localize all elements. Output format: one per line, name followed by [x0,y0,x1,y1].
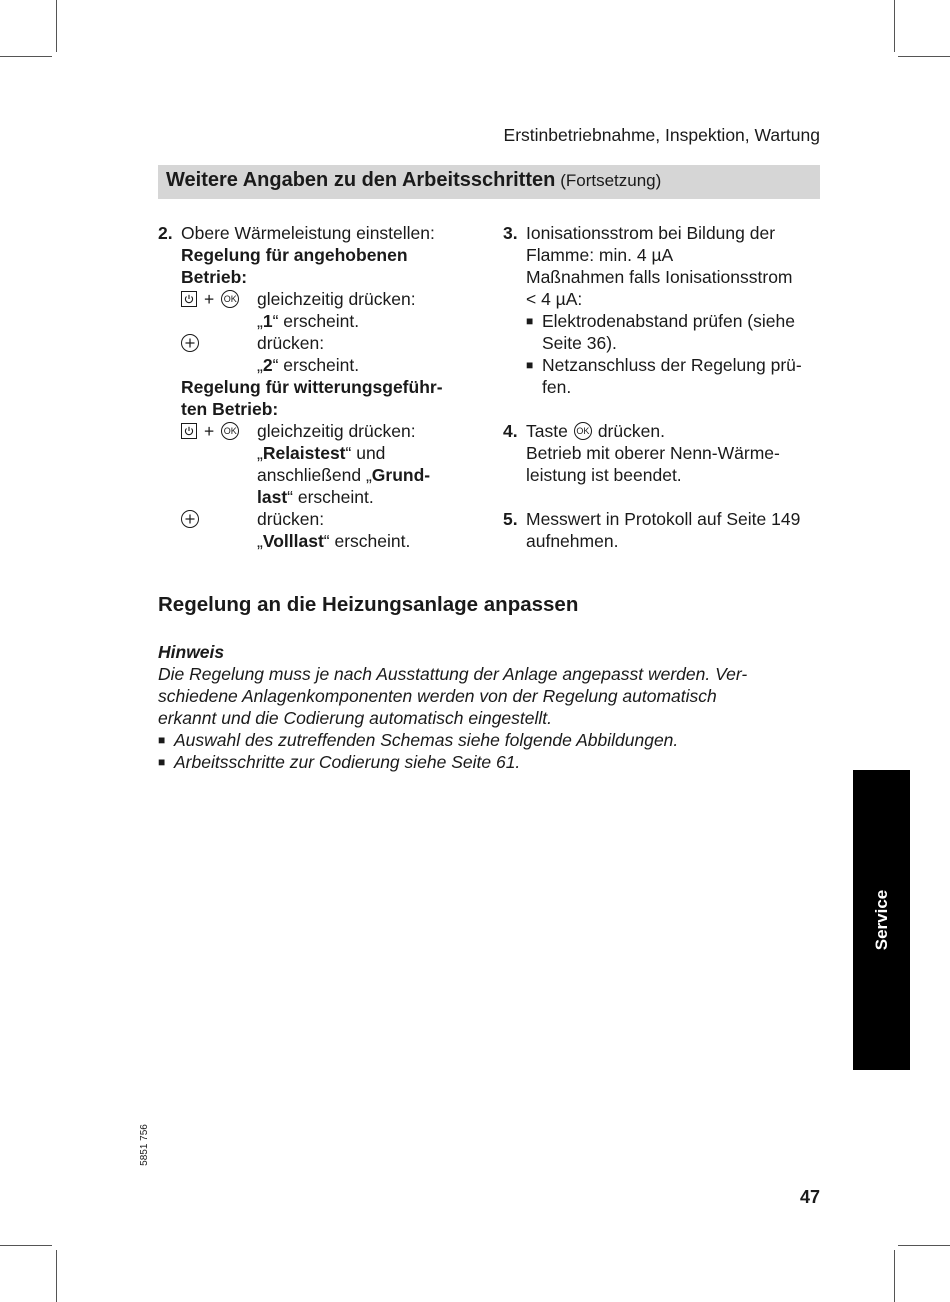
step-4 [503,420,823,486]
display-value: Volllast [262,531,324,551]
instruction-row [181,508,468,552]
crop-mark [56,1250,57,1302]
instruction-text [257,420,468,508]
subheading: Betrieb: [181,267,248,287]
subsection-heading: Regelung an die Heizungsanlage anpassen [158,593,579,616]
instruction-line: gleichzeitig drücken: [257,421,416,441]
step-number: 3. [503,223,518,243]
note-bullet-text: Auswahl des zutreffenden Schemas siehe folgende Abbildungen. [174,730,679,750]
instruction-tail: “ erscheint. [272,355,360,375]
quote: „ [257,311,263,331]
crop-mark [898,56,950,57]
instruction-row [181,332,468,376]
plus-key-icon [181,334,199,352]
display-value: last [257,487,288,507]
note-bullet [158,729,798,751]
chapter-tab-label: Service [871,889,891,951]
bullet-square-icon: ■ [526,314,534,328]
step-line: leistung ist beendet. [526,465,682,485]
step-line: Maßnahmen falls Ionisationsstrom [526,267,793,287]
key-combo [181,332,257,354]
crop-mark [894,1250,895,1302]
subheading: ten Betrieb: [181,399,279,419]
instruction-text [257,288,468,332]
step-number: 4. [503,421,518,441]
display-value: Grund- [371,465,431,485]
bullet-item [526,310,823,354]
step-line: Betrieb mit oberer Nenn-Wärme- [526,443,780,463]
note-block [158,641,798,773]
crop-mark [0,56,52,57]
section-title-bar [158,165,820,199]
step-line: aufnehmen. [526,531,619,551]
note-line: erkannt und die Codierung automatisch eingestellt. [158,708,552,728]
note-title: Hinweis [158,642,225,662]
instruction-line [257,464,468,486]
instruction-text-part: anschließend „ [257,465,372,485]
instruction-line: drücken: [257,509,325,529]
subheading: Regelung für witterungsgeführ- [181,377,443,397]
instruction-line [257,354,468,376]
note-bullet [158,751,798,773]
step-body [526,222,823,398]
crop-mark [898,1245,950,1246]
step-body [526,508,823,552]
step-text: Taste [526,421,568,441]
key-combo [181,508,257,530]
chapter-tab [853,770,910,1070]
instruction-line [257,530,468,552]
instruction-tail: “ erscheint. [323,531,411,551]
step-line: Ionisationsstrom bei Bildung der [526,223,776,243]
step-body [526,420,823,486]
note-bullet-text: Arbeitsschritte zur Codierung siehe Seite 61. [174,752,521,772]
step-intro: Obere Wärmeleistung einstellen: [181,223,435,243]
plus-text: + [204,289,215,309]
bullet-square-icon: ■ [526,358,534,372]
instruction-line [257,442,468,464]
display-value: 2 [262,355,273,375]
document-number: 5851 756 [139,1124,150,1166]
right-column [503,222,823,574]
step-line: Flamme: min. 4 µA [526,245,674,265]
section-continuation: (Fortsetzung) [560,171,662,190]
plus-key-icon [181,510,199,528]
step-3 [503,222,823,398]
step-line [526,420,823,442]
instruction-row [181,420,468,508]
instruction-text [257,332,468,376]
step-number: 5. [503,509,518,529]
note-line: Die Regelung muss je nach Ausstattung der Anlage angepasst werden. Ver- [158,664,748,684]
plus-text: + [204,421,215,441]
display-value: 1 [262,311,273,331]
step-2 [158,222,468,552]
instruction-tail: “ erscheint. [272,311,360,331]
note-line: schiedene Anlagenkomponenten werden von der Regelung automatisch [158,686,717,706]
power-key-icon [181,291,197,307]
quote: „ [257,355,263,375]
ok-key-icon: OK [221,290,239,308]
step-5 [503,508,823,552]
page-header-title: Erstinbetriebnahme, Inspektion, Wartung [503,125,820,145]
crop-mark [894,0,895,52]
bullet-line: Netzanschluss der Regelung prü- [542,355,802,375]
left-column [158,222,468,574]
ok-key-icon: OK [574,422,592,440]
instruction-tail: “ und [345,443,386,463]
quote: „ [257,443,263,463]
bullet-square-icon: ■ [158,755,166,769]
instruction-line: drücken: [257,333,325,353]
instruction-line: gleichzeitig drücken: [257,289,416,309]
instruction-tail: “ erscheint. [287,487,374,507]
bullet-item [526,354,823,398]
crop-mark [56,0,57,52]
subheading: Regelung für angehobenen [181,245,408,265]
quote: „ [257,531,263,551]
bullet-line: Seite 36). [542,333,617,353]
section-title: Weitere Angaben zu den Arbeitsschritten [166,169,556,191]
step-body [181,222,468,552]
bullet-line: fen. [542,377,572,397]
step-line: Messwert in Protokoll auf Seite 149 [526,509,801,529]
instruction-row [181,288,468,332]
instruction-line [257,486,468,508]
bullet-line: Elektrodenabstand prüfen (siehe [542,311,795,331]
step-line: < 4 µA: [526,289,583,309]
page-number: 47 [799,1187,820,1207]
instruction-text [257,508,468,552]
power-key-icon [181,423,197,439]
key-combo [181,420,257,442]
instruction-line [257,310,468,332]
bullet-square-icon: ■ [158,733,166,747]
crop-mark [0,1245,52,1246]
key-combo [181,288,257,310]
ok-key-icon: OK [221,422,239,440]
step-text: drücken. [597,421,665,441]
display-value: Relaistest [262,443,346,463]
step-number: 2. [158,223,173,243]
